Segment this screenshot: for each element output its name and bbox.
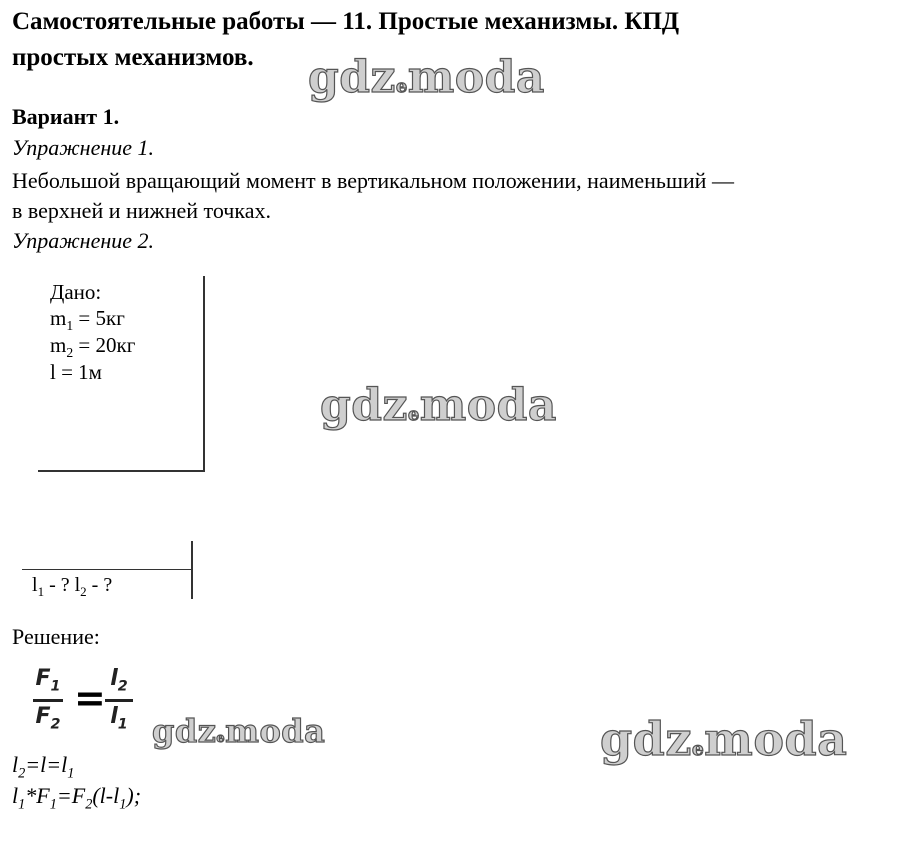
given-m1: $m_1 = 5кг$ — [50, 306, 125, 334]
find-divider — [22, 569, 192, 570]
fraction-bar-left — [33, 699, 63, 702]
answer-1-line-1: Небольшой вращающий момент в вертикальном положении, наименьший — — [12, 168, 734, 193]
answer-1-line-2: в верхней и нижней точках. — [12, 198, 271, 223]
solution-label: Решение: — [12, 624, 100, 649]
watermark-logo: gdzemoda — [152, 712, 326, 750]
fraction-bar-right — [105, 699, 133, 702]
exercise-2-heading: Упражнение 2. — [12, 228, 155, 253]
watermark-logo: gdzemoda — [320, 380, 557, 431]
title-line-2: простых механизмов. — [12, 44, 254, 71]
title-line-1: Самостоятельные работы — 11. Простые механизмы. КПД — [12, 8, 680, 35]
formula-f2: $F_2$ — [35, 704, 61, 733]
find-divider-vertical — [191, 541, 193, 599]
exercise-1-heading: Упражнение 1. — [12, 135, 155, 160]
given-header: Дано: — [50, 280, 102, 304]
formula-l2: $l_2$ — [110, 666, 128, 695]
formula-f1: $F_1$ — [35, 666, 61, 695]
watermark-logo: gdzemoda — [308, 52, 545, 103]
solution-line-1: $l_2=l=l_1$ — [12, 752, 75, 782]
solution-line-2: $l_1*F_1=F_2(l-l_1)$; — [12, 783, 142, 813]
variant-heading: Вариант 1. — [12, 104, 120, 129]
formula-equals: = — [74, 676, 106, 720]
find-unknowns: $l_1$ - ? $l_2$ - ? — [32, 574, 113, 599]
formula-l1: $l_1$ — [110, 704, 128, 733]
watermark-logo: gdzemoda — [600, 712, 848, 766]
given-length: l = 1м — [50, 360, 102, 384]
given-m2: $m_2 = 20кг$ — [50, 333, 136, 361]
